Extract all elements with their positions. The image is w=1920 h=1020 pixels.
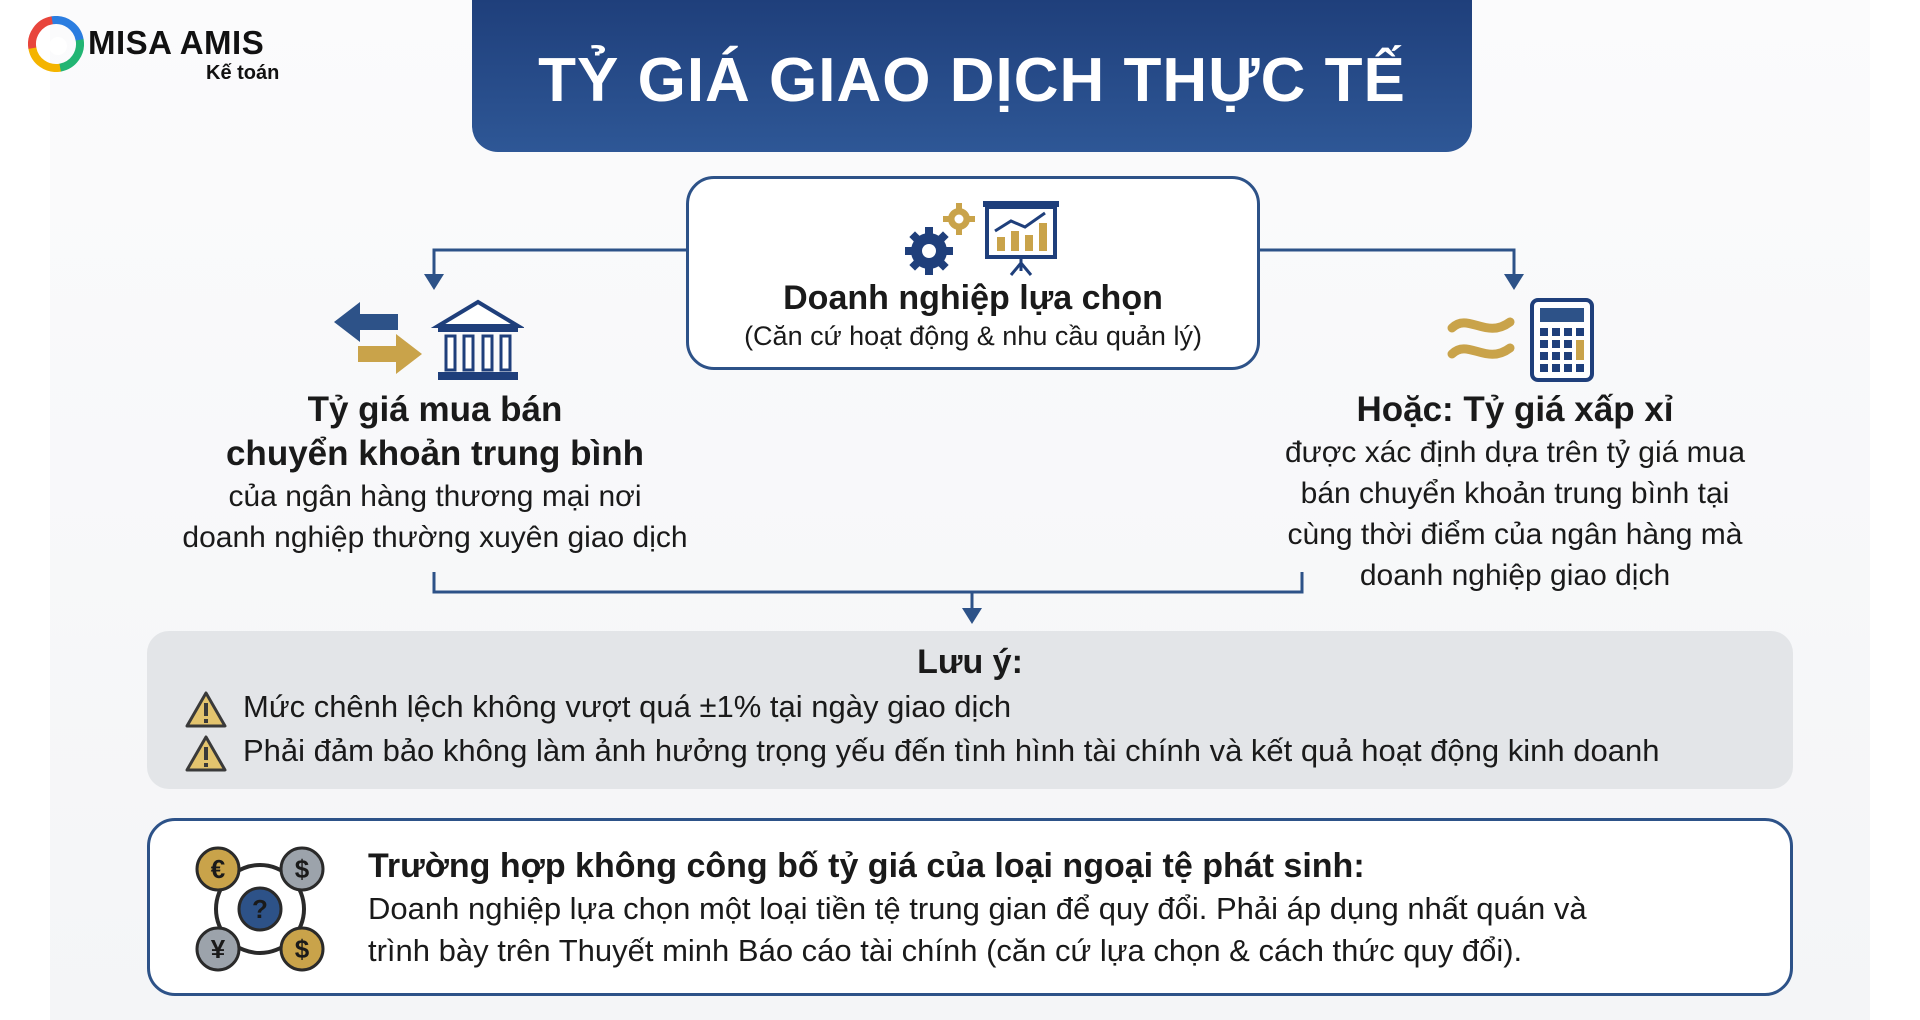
note-item-text-1: Mức chênh lệch không vượt quá ±1% tại ngày giao dịch [243, 689, 1012, 724]
note-box [147, 631, 1793, 789]
connector-decision-left [434, 250, 686, 278]
right-option-icons [1446, 296, 1606, 384]
arrowhead-left [424, 274, 444, 290]
logo-subtitle: Kế toán [206, 62, 280, 84]
case-line-2: trình bày trên Thuyết minh Báo cáo tài chính (căn cứ lựa chọn & cách thức quy đổi). [368, 933, 1523, 968]
note-item-text-2: Phải đảm bảo không làm ảnh hưởng trọng yếu đến tình hình tài chính và kết quả hoạt động kinh doanh [243, 733, 1660, 768]
connector-decision-right [1260, 250, 1514, 278]
left-option-title-line-2: chuyển khoản trung bình [225, 434, 645, 473]
currency-symbol-question: ? [252, 894, 268, 924]
left-option [120, 388, 750, 558]
exchange-arrows-icon [334, 302, 422, 374]
gears-icon [905, 203, 975, 275]
decision-subtitle: (Căn cứ hoạt động & nhu cầu quản lý) [744, 321, 1202, 351]
decision-title: Doanh nghiệp lựa chọn [783, 279, 1163, 317]
right-option-desc-line-4: doanh nghiệp giao dịch [1359, 559, 1671, 592]
warning-icon [185, 691, 227, 729]
case-box [147, 818, 1793, 996]
left-option-desc-line-2: doanh nghiệp thường xuyên giao dịch [182, 521, 688, 554]
right-option-title: Hoặc: Tỷ giá xấp xỉ [1356, 390, 1674, 429]
right-option-desc-line-3: cùng thời điểm của ngân hàng mà [1287, 518, 1743, 551]
calculator-icon [1532, 300, 1592, 380]
currency-exchange-icon [194, 845, 326, 973]
presentation-chart-icon [983, 201, 1059, 275]
arrowhead-down [962, 608, 982, 624]
decision-icons [889, 191, 1069, 277]
currency-symbol-dollar-2: $ [294, 934, 310, 964]
left-option-desc-line-1: của ngân hàng thương mại nơi [228, 480, 642, 513]
currency-symbol-euro: € [210, 854, 226, 884]
note-title: Lưu ý: [917, 643, 1023, 681]
approximately-equal-icon [1452, 322, 1510, 354]
currency-symbol-yen: ¥ [210, 934, 226, 964]
case-line-1: Doanh nghiệp lựa chọn một loại tiền tệ trung gian để quy đổi. Phải áp dụng nhất quán và [368, 891, 1587, 926]
left-option-title-line-1: Tỷ giá mua bán [307, 390, 563, 429]
bank-icon [438, 302, 518, 380]
case-title: Trường hợp không công bố tỷ giá của loại ngoại tệ phát sinh: [368, 847, 1365, 885]
currency-symbol-dollar-1: $ [294, 854, 310, 884]
connector-left-down [434, 572, 972, 612]
logo-name: MISA AMIS [88, 24, 265, 61]
left-option-icons [334, 296, 524, 384]
warning-icon [185, 735, 227, 773]
decision-box [686, 176, 1260, 370]
page-title: TỶ GIÁ GIAO DỊCH THỰC TẾ [538, 45, 1406, 115]
right-option-desc-line-2: bán chuyển khoản trung bình tại [1300, 477, 1730, 510]
right-option [1235, 388, 1795, 596]
right-option-desc-line-1: được xác định dựa trên tỷ giá mua [1284, 436, 1746, 469]
arrowhead-right [1504, 274, 1524, 290]
